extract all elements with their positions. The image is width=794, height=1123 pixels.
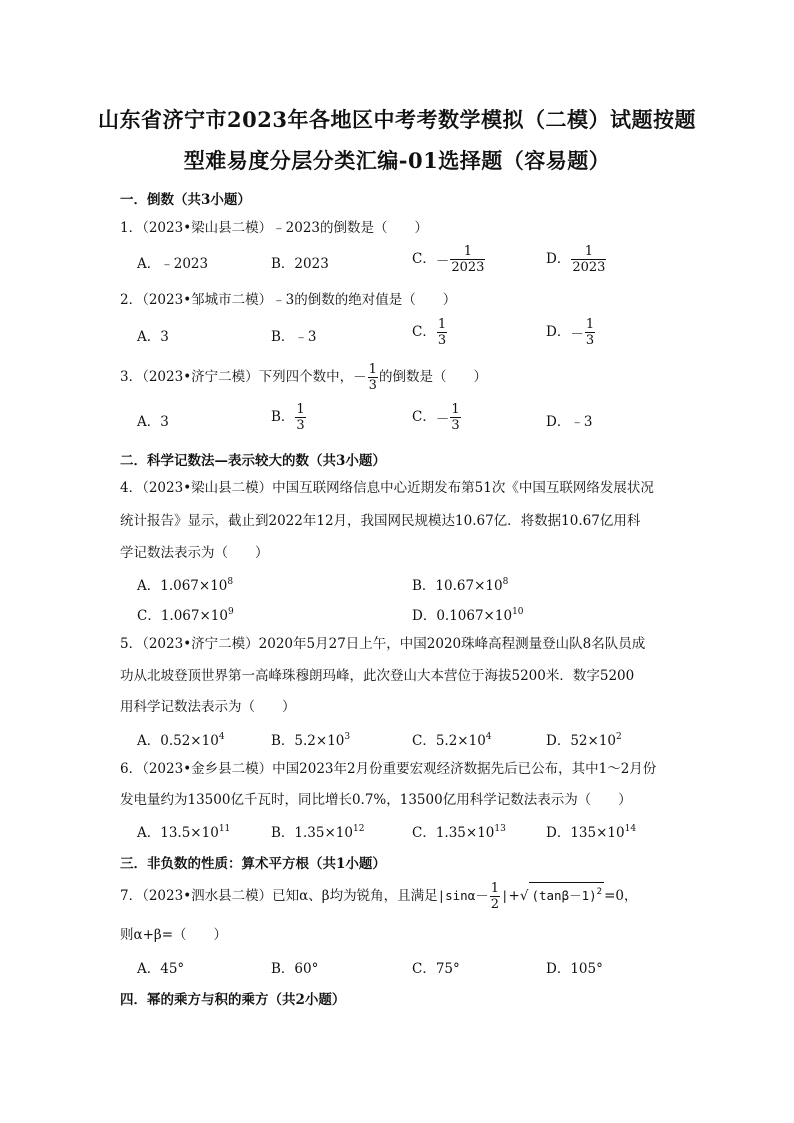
question-7-line2: 则α+β=（ ）: [120, 927, 228, 943]
option-base: C．1.067×10: [137, 608, 228, 624]
q4-option-d: [412, 604, 524, 624]
document-title-line1: 山东省济宁市2023年各地区中考考数学模拟（二模）试题按题: [98, 107, 696, 132]
question-1-stem: 1．（2023•梁山县二模）﹣2023的倒数是（ ）: [120, 220, 429, 236]
option-base: B．5.2×10: [271, 733, 345, 749]
document-title-line2: 型难易度分层分类汇编-01选择题（容易题）: [183, 148, 611, 173]
question-5-line1: 5．（2023•济宁二模）2020年5月27日上午，中国2020珠峰高程测量登山队8名队员成: [120, 636, 646, 652]
section-heading-reciprocal: 一．倒数（共3小题）: [120, 192, 251, 208]
option-base: B．1.35×10: [271, 825, 353, 841]
option-base: C．5.2×10: [412, 733, 486, 749]
fraction: [490, 881, 500, 912]
q1-option-b: B．2023: [271, 256, 329, 272]
numerator: 1: [437, 317, 447, 332]
question-3-stem: [120, 362, 680, 393]
option-label: D．: [546, 324, 571, 340]
section-heading-power-of-power: 四．幂的乘方与积的乘方（共2小题）: [120, 992, 346, 1008]
exponent: 3: [344, 731, 351, 742]
numerator: 1: [463, 244, 473, 259]
q3-option-b: [271, 402, 307, 433]
option-base: D．52×10: [546, 733, 616, 749]
fraction: [295, 402, 305, 433]
exponent: 14: [624, 823, 637, 834]
fraction: [571, 244, 606, 275]
numerator: 1: [585, 317, 595, 332]
denominator: 3: [296, 418, 305, 433]
option-base: C．1.35×10: [412, 825, 495, 841]
minus-sign: －: [475, 888, 489, 905]
q6-option-b: [271, 821, 364, 841]
denominator: 2: [490, 897, 500, 912]
q1-option-a: A．﹣2023: [137, 256, 209, 272]
minus-sign: －: [353, 369, 367, 386]
option-base: A．1.067×10: [137, 578, 228, 594]
question-6-line1: 6．（2023•金乡县二模）中国2023年2月份重要宏观经济数据先后已公布，其中1～2月份: [120, 761, 657, 777]
q2-option-a: A．3: [137, 329, 169, 345]
option-base: D．0.1067×10: [412, 608, 513, 624]
q5-option-b: [271, 729, 350, 749]
denominator: 3: [451, 418, 460, 433]
option-base: A．0.52×10: [137, 733, 219, 749]
question-4-line2: 统计报告》显示，截止到2022年12月，我国网民规模达10.67亿．将数据10.67亿用科: [120, 513, 641, 529]
denominator: 2023: [572, 260, 606, 275]
q1-option-c: [412, 244, 486, 275]
q6-option-d: [546, 821, 636, 841]
q7-option-c: C．75°: [412, 961, 460, 977]
plus-sign: +: [508, 888, 520, 904]
question-5-line2: 功从北坡登顶世界第一高峰珠穆朗玛峰，此次登山大本营位于海拔5200米．数字5200: [120, 668, 635, 684]
q5-option-a: [137, 729, 225, 749]
question-5-line3: 用科学记数法表示为（ ）: [120, 699, 296, 715]
fraction: [585, 317, 595, 348]
section-heading-scientific-notation: 二．科学记数法—表示较大的数（共3小题）: [120, 453, 386, 469]
sqrt-radicand: [529, 882, 604, 906]
exponent: 11: [218, 823, 231, 834]
minus-sign: －: [570, 326, 584, 343]
option-base: D．135×10: [546, 825, 625, 841]
stem-text: 7．（2023•泗水县二模）已知α、β均为锐角，且满足: [120, 888, 438, 904]
question-4-line3: 学记数法表示为（ ）: [120, 545, 269, 561]
exponent: 4: [218, 731, 225, 742]
minus-sign: －: [435, 411, 450, 428]
q1-option-d: [546, 244, 607, 275]
minus-sign: －: [435, 253, 450, 270]
exponent: 2: [616, 731, 622, 742]
q6-option-c: [412, 821, 506, 841]
question-6-line2: 发电量约为13500亿千瓦时，同比增长0.7%，13500亿用科学记数法表示为（ ）: [120, 792, 632, 808]
q2-option-d: [546, 317, 596, 348]
numerator: 1: [490, 881, 500, 896]
q4-option-a: [137, 574, 233, 594]
numerator: 1: [584, 244, 594, 259]
equals-zero: =0，: [604, 888, 638, 904]
exponent: 8: [227, 576, 234, 587]
denominator: 3: [368, 378, 377, 393]
option-base: B．10.67×10: [412, 578, 503, 594]
q3-option-c: [412, 402, 462, 433]
option-label: C．: [412, 324, 436, 340]
denominator: 3: [437, 333, 447, 348]
denominator: 2023: [451, 260, 485, 275]
q7-option-d: D．105°: [546, 961, 603, 977]
exponent: 9: [227, 606, 234, 617]
q2-option-b: B．﹣3: [271, 329, 317, 345]
q4-option-c: [137, 604, 234, 624]
question-2-stem: 2．（2023•邹城市二模）﹣3的倒数的绝对值是（ ）: [120, 292, 457, 308]
sqrt-symbol: √: [519, 888, 529, 904]
q3-option-a: A．3: [137, 414, 169, 430]
stem-text: 3．（2023•济宁二模）下列四个数中，: [120, 369, 354, 385]
exponent: 2: [596, 886, 603, 897]
radicand-text: (tanβ－1): [531, 888, 597, 903]
exponent: 4: [485, 731, 492, 742]
option-label: B．: [271, 409, 295, 425]
numerator: 1: [296, 402, 305, 417]
section-heading-nonnegative: 三．非负数的性质：算术平方根（共1小题）: [120, 856, 386, 872]
fraction: [450, 402, 460, 433]
q2-option-c: [412, 317, 448, 348]
question-7-line1: [120, 881, 680, 912]
stem-text: 的倒数是（ ）: [378, 369, 487, 385]
exponent: 12: [352, 823, 365, 834]
numerator: 1: [451, 402, 460, 417]
q5-option-d: [546, 729, 622, 749]
abs-open: |sinα: [437, 888, 476, 903]
q7-option-b: B．60°: [271, 961, 319, 977]
fraction: [368, 362, 378, 393]
q6-option-a: [137, 821, 230, 841]
option-label: C．: [412, 409, 436, 425]
option-label: D．: [546, 251, 571, 267]
option-label: C．: [412, 251, 436, 267]
exponent: 8: [502, 576, 509, 587]
abs-close: |: [501, 888, 509, 903]
exponent: 10: [512, 606, 524, 617]
question-4-line1: 4．（2023•梁山县二模）中国互联网络信息中心近期发布第51次《中国互联网络发展状况: [120, 480, 654, 496]
q5-option-c: [412, 729, 492, 749]
q7-option-a: A．45°: [137, 961, 185, 977]
q3-option-d: D．﹣3: [546, 414, 593, 430]
fraction: [437, 317, 447, 348]
option-base: A．13.5×10: [137, 825, 219, 841]
denominator: 3: [585, 333, 595, 348]
exponent: 13: [494, 823, 506, 834]
q4-option-b: [412, 574, 508, 594]
numerator: 1: [368, 362, 377, 377]
fraction: [450, 244, 485, 275]
